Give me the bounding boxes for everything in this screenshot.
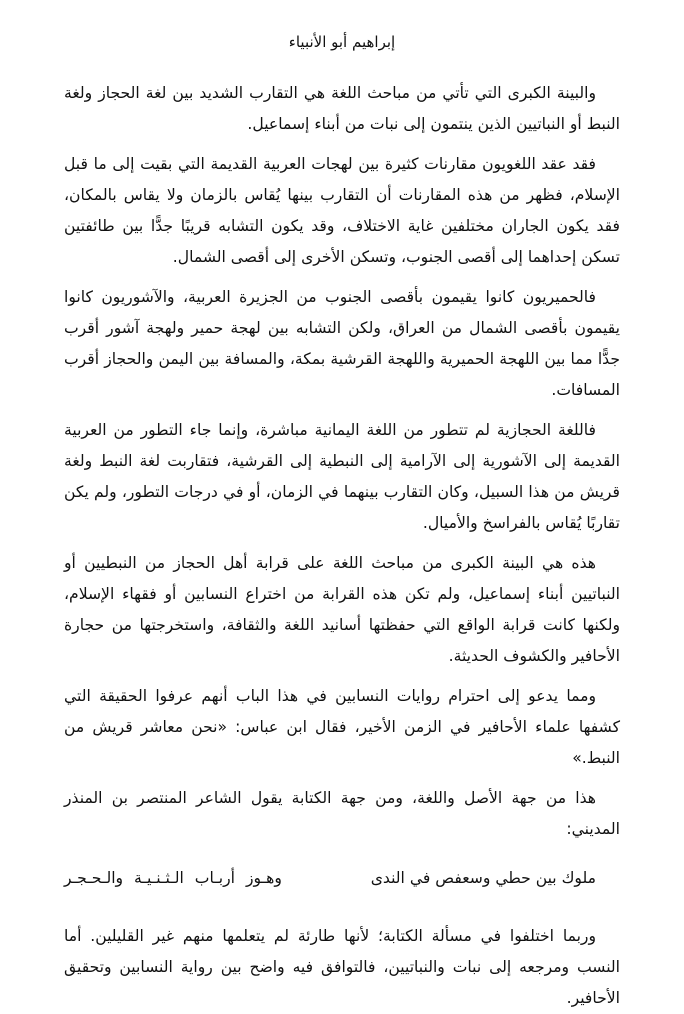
paragraph-4: فاللغة الحجازية لم تتطور من اللغة اليمانية مباشرة، وإنما جاء التطور من العربية القديمة إلى الآشورية إلى الآرامية إلى النبطية إلى القرشية، فتقاربت لغة النبط ولغة قريش من هذا السبيل، وكان التقارب بينهما في الزمان، أو في درجات التطور، ولم يكن تقاربًا يُقاس بالفراسخ والأميال. [64,421,620,532]
paragraph-closing: وربما اختلفوا في مسألة الكتابة؛ لأنها طارئة لم يتعلمها منهم غير القليلين. أما النسب ومرجعه إلى نبات والنباتيين، فالتوافق فيه واضح بين رواية النسابين وتحقيق الأحافير. [64,927,620,1007]
paragraph-1: والبينة الكبرى التي تأتي من مباحث اللغة هي التقارب الشديد بين لغة الحجاز ولغة النبط أو النباتيين الذين ينتمون إلى نبات من أبناء إسماعيل. [64,84,620,133]
paragraph-6: ومما يدعو إلى احترام روايات النسابين في هذا الباب أنهم عرفوا الحقيقة التي كشفها علماء الأحافير في الزمن الأخير، فقال ابن عباس: «نحن معاشر قريش من النبط.» [64,687,620,767]
poetry-verse [64,863,620,894]
paragraph-5: هذه هي البينة الكبرى من مباحث اللغة على قرابة أهل الحجاز من النبطيين أو النباتيين أبناء إسماعيل، ولم تكن هذه القرابة من اختراع النسابين أو فقهاء الإسلام، ولكنها كانت قرابة الواقع التي حفظتها أسانيد اللغة والثقافة، واستخرجتها من حجارة الأحافير والكشوف الحديثة. [64,554,620,665]
paragraph-3: فالحميريون كانوا يقيمون بأقصى الجنوب من الجزيرة العربية، والآشوريون كانوا يقيمون بأقصى الشمال من العراق، ولكن التشابه بين لهجة حمير ولهجة آشور أقرب جدًّا مما بين اللهجة الحميرية واللهجة القرشية بمكة، والمسافة بين اليمن والحجاز أقرب المسافات. [64,288,620,399]
paragraph-7: هذا من جهة الأصل واللغة، ومن جهة الكتابة يقول الشاعر المنتصر بن المنذر المديني: [64,789,620,838]
verse-first-hemistich: ملوك بين حطي وسعفص في الندى [370,869,596,887]
verse-second-hemistich: وهـوز أربـاب الـثـنـيـة والـحـجـر [64,869,282,887]
paragraph-2: فقد عقد اللغويون مقارنات كثيرة بين لهجات العربية القديمة التي بقيت إلى ما قبل الإسلام، فظهر من هذه المقارنات أن التقارب بينها يُقاس بالزمان ولا يقاس بالمكان، فقد يكون الجاران مختلفين غاية الاختلاف، وقد يكون التشابه قريبًا جدًّا بين طائفتين تسكن إحداهما إلى أقصى الجنوب، وتسكن الأخرى إلى أقصى الشمال. [64,155,620,266]
running-header: إبراهيم أبو الأنبياء [288,33,396,51]
